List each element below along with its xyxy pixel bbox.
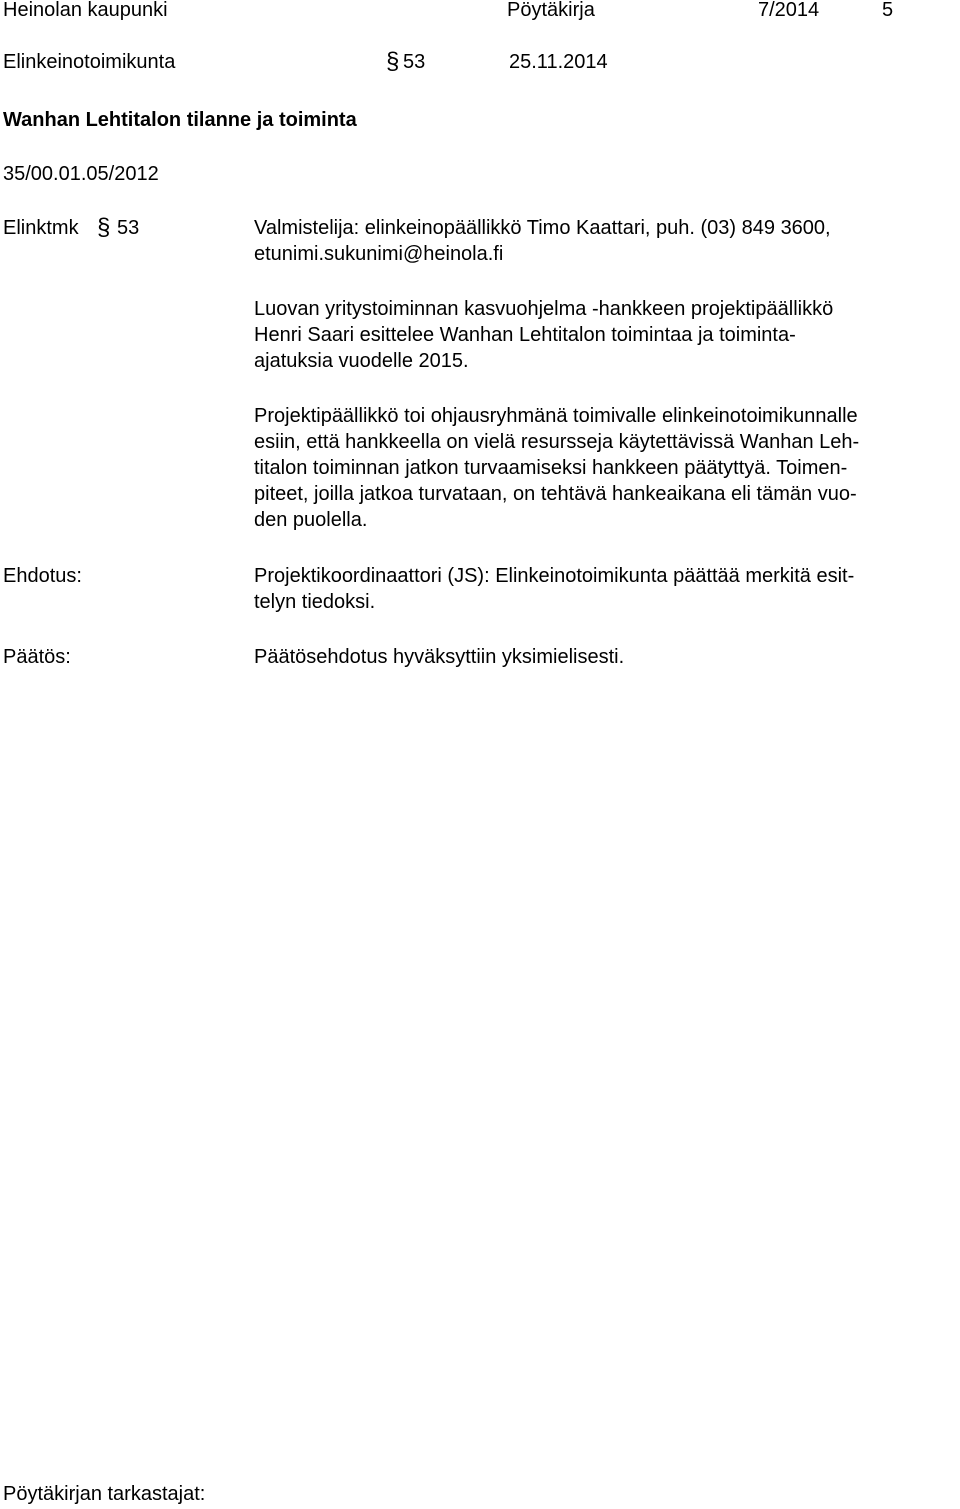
paragraph-line: Henri Saari esittelee Wanhan Lehtitalon toimintaa ja toiminta- (254, 324, 796, 346)
proposal-line: telyn tiedoksi. (254, 591, 376, 613)
item-title: Wanhan Lehtitalon tilanne ja toiminta (3, 109, 357, 131)
header-page-number: 5 (882, 0, 894, 21)
paragraph-line: piteet, joilla jatkoa turvataan, on tehtävä hankeaikana eli tämän vuo- (254, 483, 857, 505)
paragraph-line: den puolella. (254, 509, 368, 531)
paragraph-line: esiin, että hankkeella on vielä resursseja käytettävissä Wanhan Leh- (254, 431, 860, 453)
item-reference: 35/00.01.05/2012 (3, 163, 159, 185)
paragraph-line: ajatuksia vuodelle 2015. (254, 350, 469, 372)
proposal-label: Ehdotus: (3, 565, 82, 587)
paragraph-resources (254, 403, 954, 533)
proposal-line: Projektikoordinaattori (JS): Elinkeinotoimikunta päättää merkitä esit- (254, 565, 855, 587)
entry-section-number: 53 (117, 217, 140, 239)
header-city: Heinolan kaupunki (3, 0, 168, 21)
entry-label: Elinktmk (3, 217, 79, 239)
decision-label: Päätös: (3, 646, 71, 668)
header-date: 25.11.2014 (509, 51, 608, 73)
paragraph-line: titalon toiminnan jatkon turvaamiseksi hankkeen päätyttyä. Toimen- (254, 457, 848, 479)
header-section-number: 53 (403, 51, 426, 73)
header-committee: Elinkeinotoimikunta (3, 51, 176, 73)
preparer-line: Valmistelija: elinkeinopäällikkö Timo Kaattari, puh. (03) 849 3600, (254, 217, 831, 239)
paragraph-line: Luovan yritystoiminnan kasvuohjelma -hankkeen projektipäällikkö (254, 298, 834, 320)
header-section-symbol: § (386, 48, 400, 75)
decision-text: Päätösehdotus hyväksyttiin yksimielisesti. (254, 646, 625, 668)
paragraph-intro (254, 296, 954, 374)
preparer-email: etunimi.sukunimi@heinola.fi (254, 243, 504, 265)
proposal-text (254, 563, 954, 615)
header-doc-type: Pöytäkirja (507, 0, 595, 21)
paragraph-line: Projektipäällikkö toi ohjausryhmänä toimivalle elinkeinotoimikunnalle (254, 405, 858, 427)
header-doc-number: 7/2014 (758, 0, 820, 21)
preparer-block (254, 215, 954, 267)
footer-reviewers-label: Pöytäkirjan tarkastajat: (3, 1483, 206, 1505)
entry-section-symbol: § (97, 214, 111, 241)
